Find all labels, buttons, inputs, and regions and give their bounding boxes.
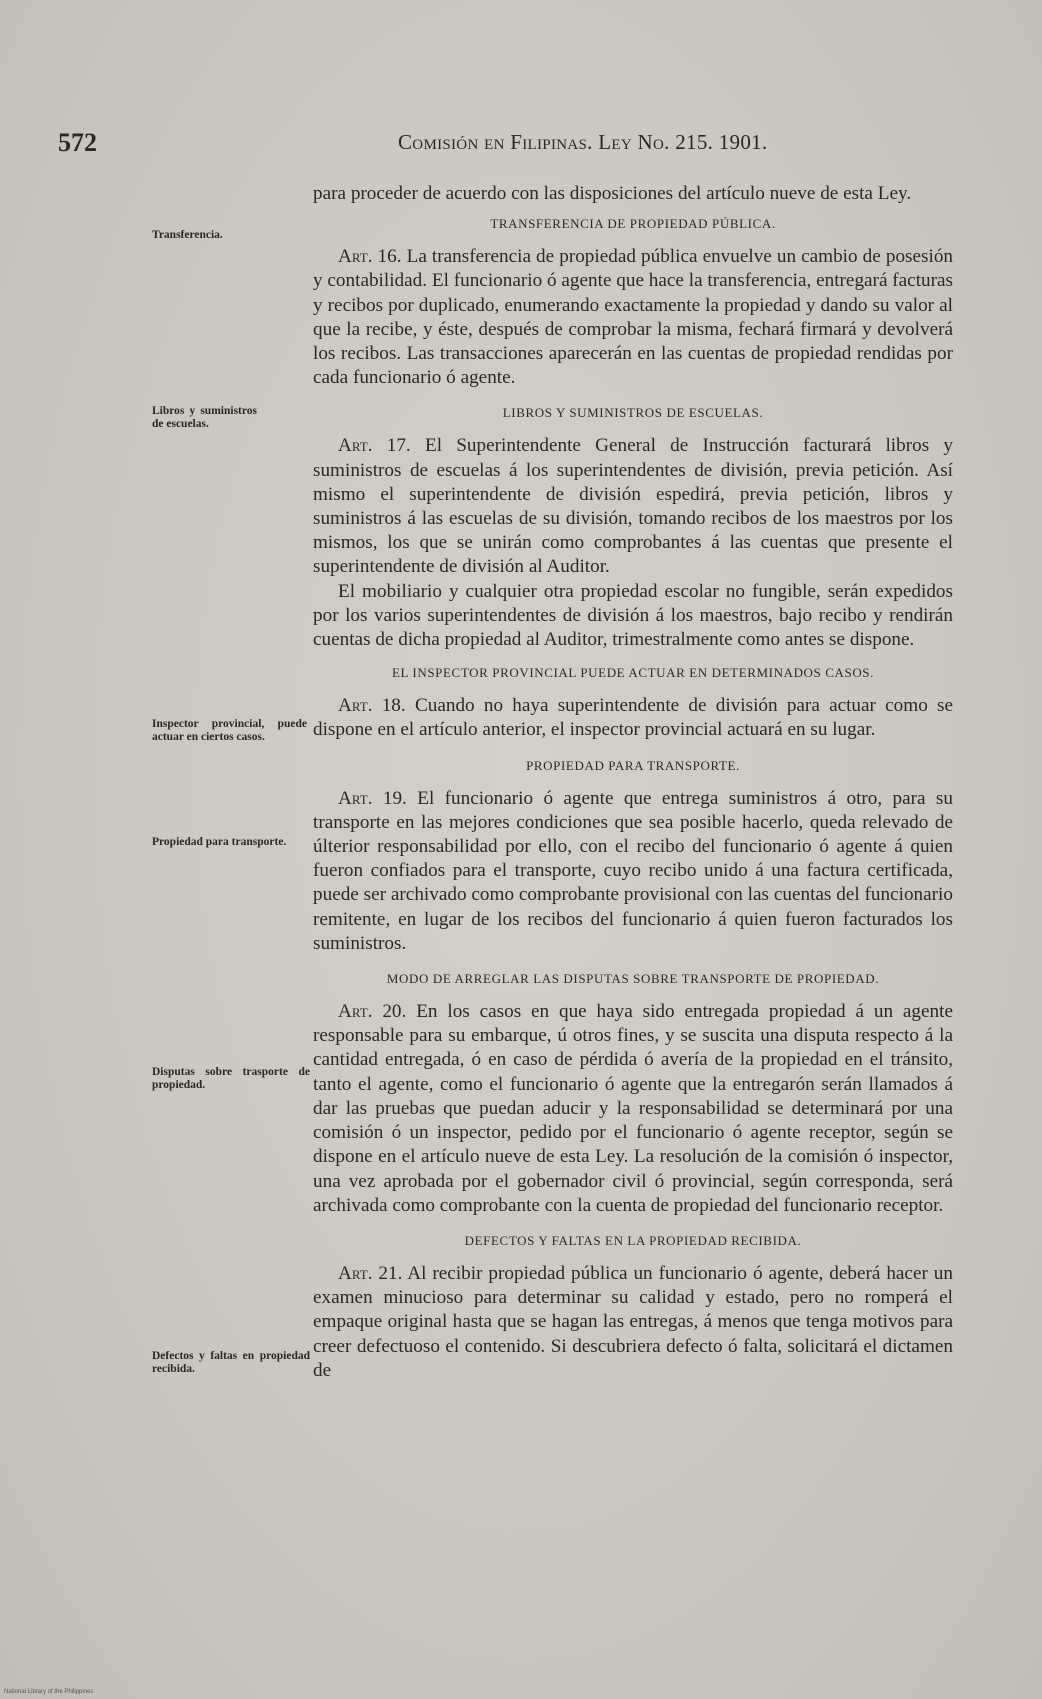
section-heading: LIBROS Y SUMINISTROS DE ESCUELAS. [502, 405, 764, 421]
article-number: Art. 17. [338, 435, 411, 457]
article-number: Art. 16. [338, 246, 402, 268]
intro-paragraph: para proceder de acuerdo con las disposiciones del artículo nueve de esta Ley. [313, 183, 912, 204]
article-number: Art. 21. [338, 1262, 403, 1284]
article-paragraph [313, 1000, 953, 1218]
page-number: 572 [58, 128, 97, 157]
article-number: Art. 19. [338, 787, 407, 809]
article-paragraph [313, 787, 953, 956]
section-heading: DEFECTOS Y FALTAS EN LA PROPIEDAD RECIBIDA. [464, 1232, 802, 1248]
section-heading: MODO DE ARREGLAR LAS DISPUTAS SOBRE TRANSPORTE DE PROPIEDAD. [386, 971, 880, 987]
section-heading: TRANSFERENCIA DE PROPIEDAD PÚBLICA. [490, 216, 776, 232]
article-paragraph [313, 245, 953, 390]
article-paragraph [313, 434, 953, 579]
margin-note-inspector: Inspector provincial, puede actuar en ciertos casos. [152, 718, 307, 743]
margin-note-propiedad: Propiedad para transporte. [152, 836, 287, 848]
article-number: Art. 20. [338, 1001, 407, 1023]
article-text: El funcionario ó agente que entrega suministros á otro, para su transporte en las mejores condiciones que sea posible hacerlo, queda relevado de últerior responsabilidad por ello, con el recibo del funcionario ó agente á quien fueron confiados para el transporte, cuyo recibo unido á una factura certificada, puede ser archivado como comprobante provisional con las cuentas del funcionario remitente, en lugar de los recibos del funcionario á quien fueron facturados los suministros. [313, 787, 953, 954]
article-text: La transferencia de propiedad pública envuelve un cambio de posesión y contabilidad. El funcionario ó agente que hace la transferencia, entregará facturas y recibos por duplicado, enumerando exactamente la propiedad y dando su valor al que la recibe, y éste, después de comprobar la misma, fechará firmará y devolverá los recibos. Las transacciones aparecerán en las cuentas de propiedad rendidas por cada funcionario ó agente. [313, 246, 954, 389]
article-text: En los casos en que haya sido entregada propiedad á un agente responsable para su embarque, ú otros fines, y se suscita una disputa respecto á la cantidad entregada, ó en caso de pérdida ó avería de la propiedad en el tránsito, tanto el agente, como el funcionario ó agente que la entregarón serán llamados á dar las pruebas que puedan aducir y la responsabilidad se determinará por una comisión ó un inspector, pedido por el funcionario ó agente receptor, según se dispone en el artículo nueve de esta Ley. La resolución de la comisión ó inspector, una vez aprobada por el gobernador civil ó provincial, según corresponda, será archivada como comprobante con la cuenta de propiedad del funcionario receptor. [313, 1001, 953, 1216]
article-text: El Superintendente General de Instrucción facturará libros y suministros de escuelas á los superintendentes de división, previa petición. Así mismo el superintendente de división espedirá, previa petición, libros y suministros á las escuelas de su división, tomando recibos de los maestros por los mismos, los que se unirán como comprobantes á las cuentas que presente el superintendente de división al Auditor. [313, 435, 953, 578]
article-number: Art. 18. [338, 695, 406, 717]
body-text [313, 182, 953, 1383]
section-heading: PROPIEDAD PARA TRANSPORTE. [526, 757, 740, 773]
article-paragraph [313, 694, 953, 742]
section-heading: EL INSPECTOR PROVINCIAL PUEDE ACTUAR EN DETERMINADOS CASOS. [391, 665, 874, 681]
margin-note-disputas: Disputas sobre trasporte de propiedad. [152, 1066, 310, 1091]
article-paragraph-continued: El mobiliario y cualquier otra propiedad escolar no fungible, serán expedidos por los varios superintendentes de división á los maestros, bajo recibo y rendirán cuentas de dicha propiedad al Auditor, trimestralmente como antes se dispone. [313, 580, 953, 651]
margin-note-libros: Libros y suministros de escuelas. [152, 405, 257, 430]
margin-note-defectos: Defectos y faltas en propiedad recibida. [152, 1350, 310, 1375]
article-text: Al recibir propiedad pública un funcionario ó agente, deberá hacer un examen minucioso para determinar su calidad y estado, pero no romperá el empaque original hasta que se hagan las entregas, á menos que tenga motivos para creer defectuoso el contenido. Si descubriera defecto ó falta, solicitará el dictamen de [313, 1262, 953, 1381]
article-paragraph [313, 1262, 953, 1383]
article-text: Cuando no haya superintendente de división para actuar como se dispone en el artículo anterior, el inspector provincial actuará en su lugar. [313, 695, 953, 741]
scan-footer: National Library of the Philippines [4, 1689, 94, 1695]
running-head: Comisión en Filipinas. Ley No. 215. 1901. [398, 130, 768, 154]
margin-note-transferencia: Transferencia. [152, 229, 223, 241]
